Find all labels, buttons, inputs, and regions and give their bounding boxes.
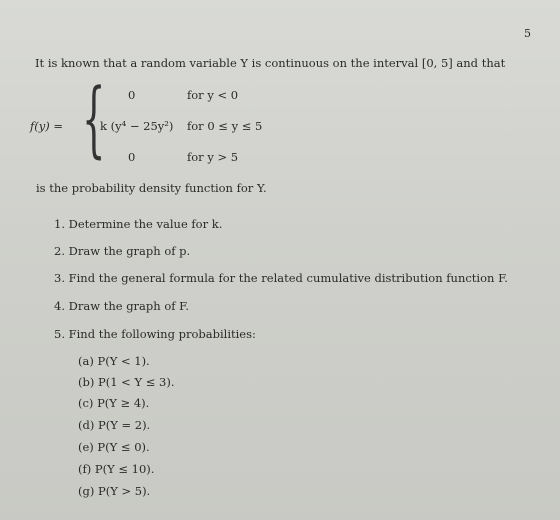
- subquestion-item: (a) P(Y < 1).: [78, 354, 150, 368]
- piecewise-brace: {: [82, 72, 106, 167]
- subquestion-item: (c) P(Y ≥ 4).: [78, 396, 150, 410]
- subquestion-item: (g) P(Y > 5).: [78, 484, 151, 498]
- case-value: k (y⁴ − 25y²): [100, 119, 174, 133]
- question-item: 3. Find the general formula for the related cumulative distribution function F.: [54, 271, 508, 285]
- case-condition: for y > 5: [187, 150, 239, 164]
- subquestion-item: (e) P(Y ≤ 0).: [78, 440, 150, 454]
- question-item: 1. Determine the value for k.: [54, 217, 223, 231]
- subquestion-item: (b) P(1 < Y ≤ 3).: [78, 375, 175, 389]
- pdf-statement: is the probability density function for Y.: [36, 181, 267, 195]
- subquestion-item: (f) P(Y ≤ 10).: [78, 462, 155, 476]
- case-value: 0: [128, 88, 136, 102]
- question-item: 2. Draw the graph of p.: [54, 244, 191, 258]
- question-item: 5. Find the following probabilities:: [54, 327, 256, 341]
- intro-text: It is known that a random variable Y is continuous on the interval [0, 5] and that: [35, 56, 506, 70]
- case-condition: for y < 0: [187, 88, 239, 102]
- case-condition: for 0 ≤ y ≤ 5: [187, 119, 263, 133]
- question-item: 4. Draw the graph of F.: [54, 299, 190, 313]
- subquestion-item: (d) P(Y = 2).: [78, 418, 151, 432]
- page-number: 5: [524, 27, 531, 40]
- pdf-lhs: f(y) =: [30, 119, 64, 133]
- case-value: 0: [128, 150, 136, 164]
